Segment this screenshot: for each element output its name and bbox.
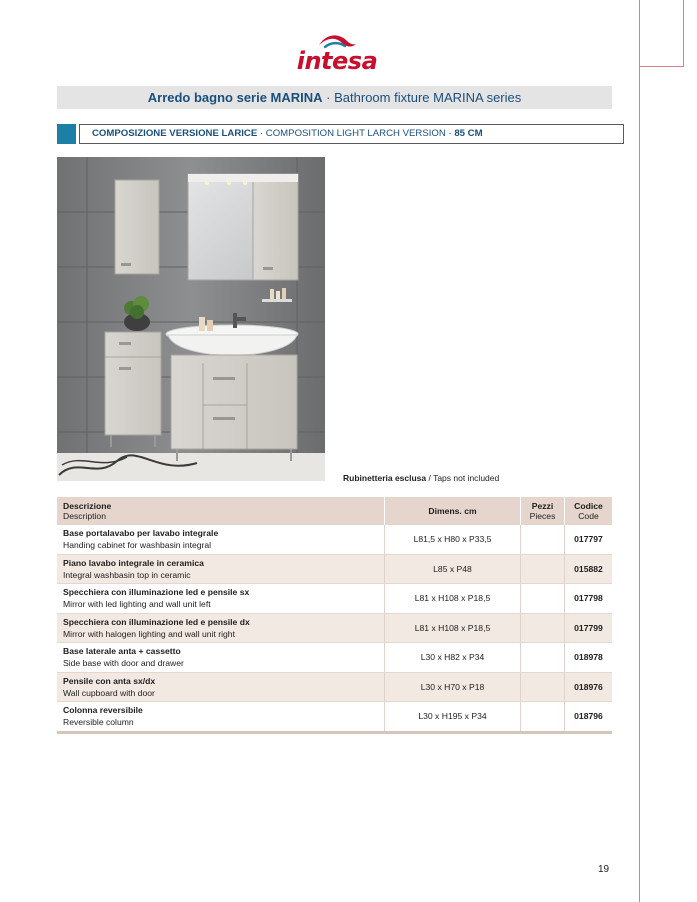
page-edge-line: [683, 0, 684, 66]
composition-separator: ·: [445, 128, 455, 139]
row-dimensions: L30 x H82 x P34: [385, 643, 521, 673]
row-description-en: Mirror with halogen lighting and wall unit right: [63, 628, 235, 639]
row-description: [57, 584, 385, 614]
table-header-row: [57, 497, 612, 525]
row-description-en: Mirror with led lighting and wall unit left: [63, 599, 211, 610]
series-title: [57, 86, 612, 109]
bathroom-furniture-photo-icon: [57, 157, 325, 481]
table-row: [57, 672, 612, 702]
row-code: 017797: [565, 525, 613, 554]
header-description-en: Description: [63, 511, 106, 521]
row-description: [57, 554, 385, 584]
page-edge-line: [639, 66, 684, 67]
page-edge-line: [639, 0, 640, 66]
table-row: [57, 613, 612, 643]
row-code: 018978: [565, 643, 613, 673]
row-description: [57, 525, 385, 554]
row-pieces: [521, 643, 565, 673]
row-pieces: [521, 672, 565, 702]
series-title-separator: ·: [322, 90, 335, 105]
components-table: [57, 497, 612, 734]
header-code-it: Codice: [574, 501, 603, 511]
composition-separator: ·: [257, 128, 266, 139]
row-description-it: Colonna reversibile: [63, 705, 143, 716]
row-description-en: Reversible column: [63, 717, 134, 728]
row-description-en: Wall cupboard with door: [63, 687, 155, 698]
row-description-en: Side base with door and drawer: [63, 658, 184, 669]
row-description-en: Handing cabinet for washbasin integral: [63, 540, 212, 551]
row-description: [57, 702, 385, 733]
row-dimensions: L30 x H195 x P34: [385, 702, 521, 733]
row-dimensions: L81,5 x H80 x P33,5: [385, 525, 521, 554]
header-code-en: Code: [578, 511, 599, 521]
row-description: [57, 672, 385, 702]
table-row: [57, 525, 612, 554]
row-pieces: [521, 584, 565, 614]
table-row: [57, 554, 612, 584]
row-code: 017798: [565, 584, 613, 614]
header-dimensions: Dimens. cm: [385, 497, 521, 525]
table-row: [57, 643, 612, 673]
header-description-it: Descrizione: [63, 501, 112, 511]
header-description: [57, 497, 385, 525]
row-description: [57, 643, 385, 673]
taps-note-it: Rubinetteria esclusa: [343, 473, 427, 483]
composition-header: [57, 124, 612, 144]
row-description-it: Base portalavabo per lavabo integrale: [63, 528, 219, 539]
row-code: 018976: [565, 672, 613, 702]
row-pieces: [521, 613, 565, 643]
row-description-en: Integral washbasin top in ceramic: [63, 569, 191, 580]
row-description: [57, 613, 385, 643]
taps-note: [343, 473, 499, 483]
row-dimensions: L85 x P48: [385, 554, 521, 584]
page-edge-line: [639, 66, 640, 902]
series-title-it: Arredo bagno serie MARINA: [147, 90, 323, 105]
taps-note-en: / Taps not included: [426, 473, 500, 483]
row-dimensions: L81 x H108 x P18,5: [385, 584, 521, 614]
row-code: 018796: [565, 702, 613, 733]
row-description-it: Specchiera con illuminazione led e pensile sx: [63, 587, 250, 598]
header-pieces-it: Pezzi: [531, 501, 554, 511]
header-pieces: [521, 497, 565, 525]
header-pieces-en: Pieces: [529, 511, 556, 521]
row-code: 017799: [565, 613, 613, 643]
page-number: 19: [598, 864, 610, 875]
composition-size: 85 CM: [454, 128, 483, 139]
table-row: [57, 702, 612, 733]
series-title-en: Bathroom fixture MARINA series: [334, 90, 522, 105]
row-dimensions: L30 x H70 x P18: [385, 672, 521, 702]
row-description-it: Specchiera con illuminazione led e pensile dx: [63, 616, 250, 627]
row-code: 015882: [565, 554, 613, 584]
row-description-it: Piano lavabo integrale in ceramica: [63, 557, 204, 568]
row-pieces: [521, 702, 565, 733]
row-pieces: [521, 525, 565, 554]
row-dimensions: L81 x H108 x P18,5: [385, 613, 521, 643]
composition-label: [79, 124, 624, 144]
row-description-it: Pensile con anta sx/dx: [63, 675, 156, 686]
brand-wordmark: intesa: [296, 47, 378, 75]
row-description-it: Base laterale anta + cassetto: [63, 646, 181, 657]
composition-accent-square: [57, 124, 76, 144]
brand-logo: [295, 33, 379, 79]
table-row: [57, 584, 612, 614]
header-code: [565, 497, 613, 525]
composition-label-it: COMPOSIZIONE VERSIONE LARICE: [92, 128, 258, 139]
composition-label-en: COMPOSITION LIGHT LARCH VERSION: [265, 128, 446, 139]
row-pieces: [521, 554, 565, 584]
